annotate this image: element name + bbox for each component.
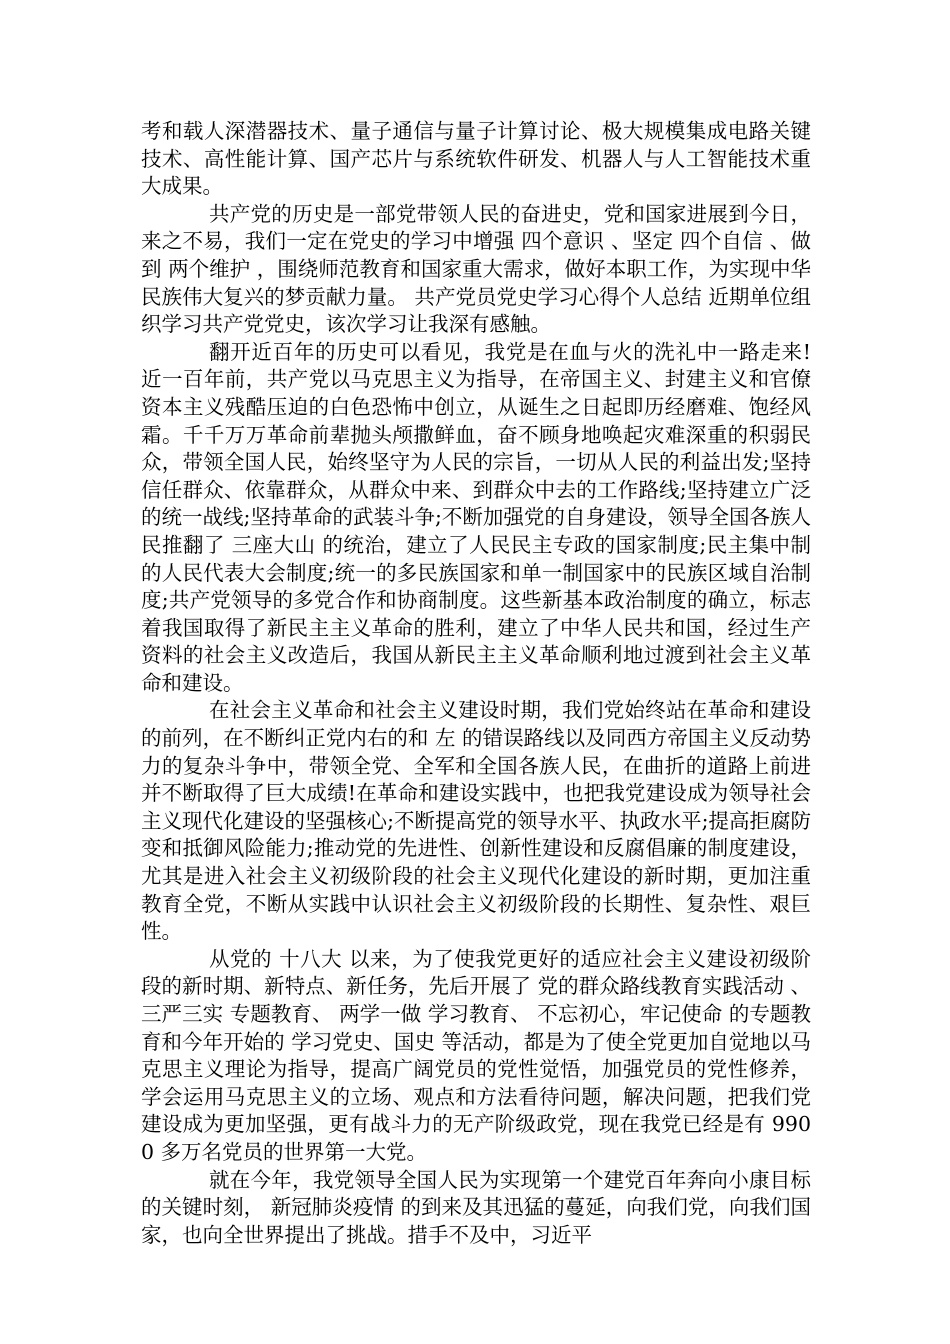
paragraph-socialist-construction: 在社会主义革命和社会主义建设时期，我们党始终站在革命和建设的前列，在不断纠正党内右的和 左 的错误路线以及同西方帝国主义反动势力的复杂斗争中，带领全党、全军和全国各族人民，在曲折的道路上前进并不断取得了巨大成绩!在革命和建设实践中，也把我党建设成为领导社会主义现代化建设的坚强核心;不断提高党的领导水平、执政水平;提高拒腐防变和抵御风险能力;推动党的先进性、创新性建设和反腐倡廉的制度建设，尤其是进入社会主义初级阶段的社会主义现代化建设的新时期，更加注重教育全党，不断从实践中认识社会主义初级阶段的长期性、复杂性、艰巨性。: [141, 698, 811, 944]
paragraph-this-year: 就在今年，我党领导全国人民为实现第一个建党百年奔向小康目标的关键时刻， 新冠肺炎疫情 的到来及其迅猛的蔓延，向我们党，向我们国家，也向全世界提出了挑战。措手不及中，习近平: [141, 1167, 811, 1247]
paragraph-party-history-study: 共产党的历史是一部党带领人民的奋进史，党和国家进展到今日，来之不易，我们一定在党史的学习中增强 四个意识 、坚定 四个自信 、做到 两个维护 ，围绕师范教育和国家重大需求，做好本职工作，为实现中华民族伟大复兴的梦贡献力量。 共产党员党史学习心得个人总结 近期单位组织学习共产党党史，该次学习让我深有感触。: [141, 201, 811, 337]
document-page: [141, 118, 811, 1249]
paragraph-continuation: 考和载人深潜器技术、量子通信与量子计算讨论、极大规模集成电路关键技术、高性能计算、国产芯片与系统软件研发、机器人与人工智能技术重大成果。: [141, 119, 811, 199]
paragraph-since-18th-congress: 从党的 十八大 以来，为了使我党更好的适应社会主义建设初级阶段的新时期、新特点、新任务，先后开展了 党的群众路线教育实践活动 、 三严三实 专题教育、 两学一做 学习教育、 不忘初心，牢记使命 的专题教育和今年开始的 学习党史、国史 等活动，都是为了使全党更加自觉地以马克思主义理论为指导，提高广阔党员的党性觉悟，加强党员的党性修养，学会运用马克思主义的立场、观点和方法看待问题，解决问题，把我们党建设成为更加坚强，更有战斗力的无产阶级政党，现在我党已经是有 9900 多万名党员的世界第一大党。: [141, 946, 811, 1164]
paragraph-century-history: 翻开近百年的历史可以看见，我党是在血与火的洗礼中一路走来!近一百年前，共产党以马克思主义为指导，在帝国主义、封建主义和官僚资本主义残酷压迫的白色恐怖中创立，从诞生之日起即历经磨难、饱经风霜。千千万万革命前辈抛头颅撒鲜血，奋不顾身地唤起灾难深重的积弱民众，带领全国人民，始终坚守为人民的宗旨，一切从人民的利益出发;坚持信任群众、依靠群众，从群众中来、到群众中去的工作路线;坚持建立广泛的统一战线;坚持革命的武装斗争;不断加强党的自身建设，领导全国各族人民推翻了 三座大山 的统治，建立了人民民主专政的国家制度;民主集中制的人民代表大会制度;统一的多民族国家和单一制国家中的民族区域自治制度;共产党领导的多党合作和协商制度。这些新基本政治制度的确立，标志着我国取得了新民主主义革命的胜利，建立了中华人民共和国，经过生产资料的社会主义改造后，我国从新民主主义革命顺利地过渡到社会主义革命和建设。: [141, 339, 811, 695]
